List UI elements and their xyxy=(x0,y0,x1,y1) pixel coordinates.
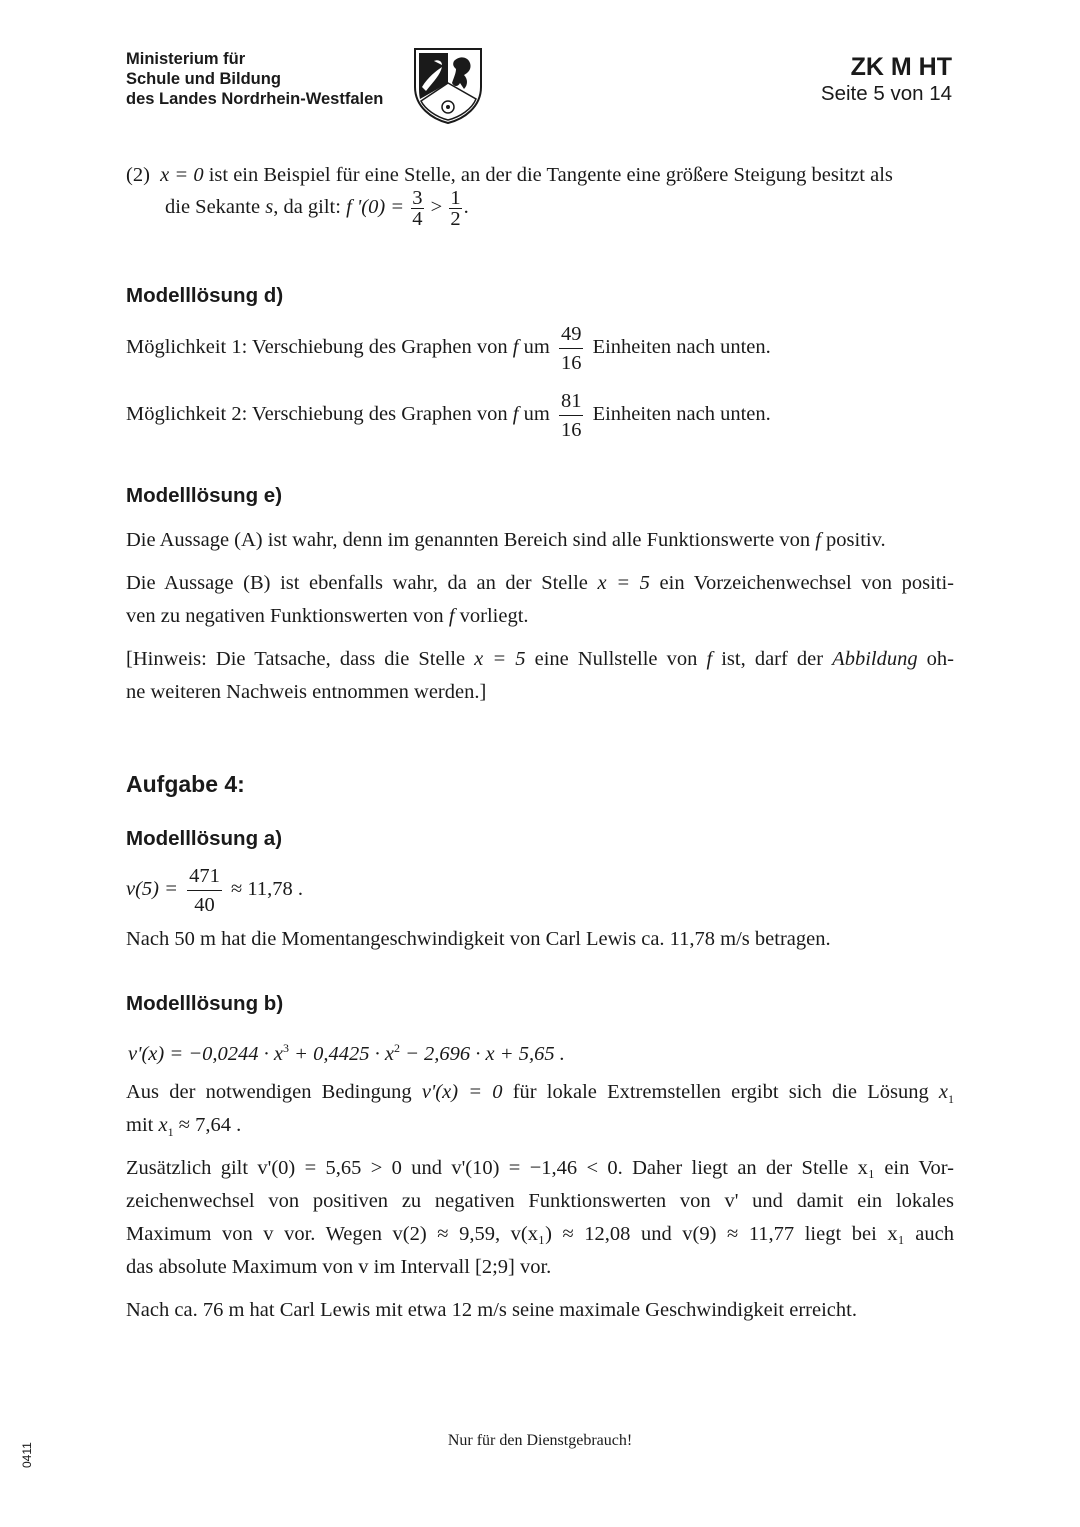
e-p2-x: x = 5 xyxy=(597,572,650,594)
d-m2-den: 16 xyxy=(560,419,582,441)
side-code: 0411 xyxy=(20,1442,34,1468)
a4-b-eq-b: + 0,4425 · x xyxy=(289,1042,394,1065)
c2-end: . xyxy=(463,196,469,219)
a4-b-p1-c: mit xyxy=(126,1114,159,1136)
c2-gt: > xyxy=(430,196,443,219)
d-m1-num: 49 xyxy=(559,320,584,349)
a4-b-p1-line-1 xyxy=(126,1076,954,1116)
a4-b-p2-line-2: zeichenwechsel von positiven zu negativen Funktionswerten von v' und damit ein lokales xyxy=(126,1190,954,1212)
e-p3-x: x = 5 xyxy=(474,648,526,670)
heading-d: Modelllösung d) xyxy=(126,284,284,307)
e-paragraph-2-line-2 xyxy=(126,600,529,633)
d-m2-f: f xyxy=(512,403,519,426)
a4-b-p2-line-4: das absolute Maximum von v im Intervall [2;9] vor. xyxy=(126,1256,552,1278)
nrw-crest-icon xyxy=(412,47,484,125)
c2-text-3: , da gilt: xyxy=(273,196,347,219)
a4-a-den: 40 xyxy=(194,894,215,916)
a4-b-p1-b: für lokale Extremstellen ergibt sich die Lösung xyxy=(502,1081,939,1103)
d-m1-um: um xyxy=(518,336,550,359)
c2-number: (2) xyxy=(126,164,150,186)
e-paragraph-3-line-2: ne weiteren Nachweis entnommen werden.] xyxy=(126,681,487,703)
page-number: Seite 5 von 14 xyxy=(820,82,952,105)
d-m1-den: 16 xyxy=(560,352,582,374)
c2-fraction-1 xyxy=(411,188,423,229)
d-m1-text: Möglichkeit 1: Verschiebung des Graphen von xyxy=(126,336,513,359)
a4-b-eq-c: − 2,696 · x + 5,65 . xyxy=(399,1042,565,1065)
d-m1-fraction xyxy=(559,320,584,377)
e-p2-f: f xyxy=(448,605,455,627)
c2-line-2 xyxy=(165,188,469,229)
footer-note: Nur für den Dienstgebrauch! xyxy=(447,1432,633,1449)
a4-b-p1-cond: v'(x) = 0 xyxy=(421,1081,503,1103)
c2-fprime: f '(0) = xyxy=(346,196,405,219)
c2-frac2-den: 2 xyxy=(450,208,461,230)
c2-fraction-2 xyxy=(449,188,461,229)
c2-frac1-num: 3 xyxy=(412,187,423,209)
heading-e: Modelllösung e) xyxy=(126,484,283,507)
c2-frac2-num: 1 xyxy=(450,187,461,209)
a4-b-p1-x1: x xyxy=(938,1081,948,1103)
a4-b-p1-res-val: ≈ 7,64 . xyxy=(173,1114,242,1136)
a4-b-p2-line-1: Zusätzlich gilt v'(0) = 5,65 > 0 und v'(10) = −1,46 < 0. Daher liegt an der Stelle x₁ ein Vor- xyxy=(126,1157,954,1179)
a4-b-p1-sub: 1 xyxy=(948,1092,954,1107)
e-p3-b: eine Nullstelle von xyxy=(525,648,707,670)
d-option-1 xyxy=(126,320,771,377)
a4-b-eq-sup1: 3 xyxy=(283,1041,290,1055)
c2-var-s: s xyxy=(265,196,274,219)
d-m2-num: 81 xyxy=(559,387,584,416)
e-p2-c: ven zu negativen Funktionswerten von xyxy=(126,605,449,627)
c2-condition: x = 0 xyxy=(160,164,204,186)
a4-b-eq-sup2: 2 xyxy=(393,1041,400,1055)
e-p1-b: positiv. xyxy=(820,529,886,551)
c2-text-1: ist ein Beispiel für eine Stelle, an der die Tangente eine größere Steigung besitzt als xyxy=(203,164,893,186)
d-m2-rest: Einheiten nach unten. xyxy=(592,403,771,426)
a4-a-lhs: v(5) = xyxy=(126,878,178,901)
a4-b-eq-a: v'(x) = −0,0244 · x xyxy=(128,1042,284,1065)
c2-frac1-den: 4 xyxy=(412,208,423,230)
heading-4b: Modelllösung b) xyxy=(126,992,284,1015)
heading-4a: Modelllösung a) xyxy=(126,827,283,850)
e-p2-b: ein Vorzeichenwechsel von positi- xyxy=(649,572,955,594)
a4-b-p3: Nach ca. 76 m hat Carl Lewis mit etwa 12 m/s seine maximale Geschwindigkeit erreicht. xyxy=(126,1299,857,1321)
d-option-2 xyxy=(126,387,771,444)
a4-a-rhs: ≈ 11,78 . xyxy=(230,878,303,901)
document-meta xyxy=(821,52,952,106)
a4-b-p1-a: Aus der notwendigen Bedingung xyxy=(126,1081,422,1103)
a4-b-equation xyxy=(128,1032,565,1071)
a4-a-num: 471 xyxy=(187,862,222,891)
a4-b-p1-res: x xyxy=(158,1114,168,1136)
ministry-line-3: des Landes Nordrhein-Westfalen xyxy=(126,90,384,108)
document-code: ZK M HT xyxy=(850,53,952,81)
c2-text-2: die Sekante xyxy=(165,196,266,219)
e-p3-d: oh- xyxy=(917,648,955,670)
a4-a-equation xyxy=(126,862,303,919)
d-m2-text: Möglichkeit 2: Verschiebung des Graphen von xyxy=(126,403,513,426)
e-p1-a: Die Aussage (A) ist wahr, denn im genannten Bereich sind alle Funktionswerte von xyxy=(126,529,816,551)
a4-b-p1-res-sub: 1 xyxy=(167,1125,174,1140)
a4-b-p2-line-3: Maximum von v vor. Wegen v(2) ≈ 9,59, v(x₁) ≈ 12,08 und v(9) ≈ 11,77 liegt bei x₁ auch xyxy=(126,1223,954,1245)
d-m1-rest: Einheiten nach unten. xyxy=(592,336,771,359)
a4-b-p1-line-2 xyxy=(126,1109,241,1149)
e-p3-f: f xyxy=(706,648,713,670)
ministry-name xyxy=(126,49,383,109)
e-paragraph-1 xyxy=(126,524,886,557)
e-paragraph-2-line-1 xyxy=(126,567,954,600)
ministry-line-1: Ministerium für xyxy=(126,50,246,68)
d-m2-um: um xyxy=(518,403,550,426)
e-p3-c: ist, darf der xyxy=(712,648,833,670)
a4-a-text: Nach 50 m hat die Momentangeschwindigkeit von Carl Lewis ca. 11,78 m/s betragen. xyxy=(126,928,831,950)
e-paragraph-3-line-1 xyxy=(126,643,954,676)
heading-aufgabe-4: Aufgabe 4: xyxy=(126,771,245,797)
e-p2-a: Die Aussage (B) ist ebenfalls wahr, da an der Stelle xyxy=(126,572,598,594)
e-p3-a: [Hinweis: Die Tatsache, dass die Stelle xyxy=(126,648,475,670)
e-p2-d: vorliegt. xyxy=(454,605,529,627)
d-m1-f: f xyxy=(512,336,519,359)
d-m2-fraction xyxy=(559,387,584,444)
ministry-line-2: Schule und Bildung xyxy=(126,70,281,88)
a4-a-fraction xyxy=(187,862,222,919)
e-p1-f: f xyxy=(815,529,821,551)
e-p3-abb: Abbildung xyxy=(832,648,918,670)
